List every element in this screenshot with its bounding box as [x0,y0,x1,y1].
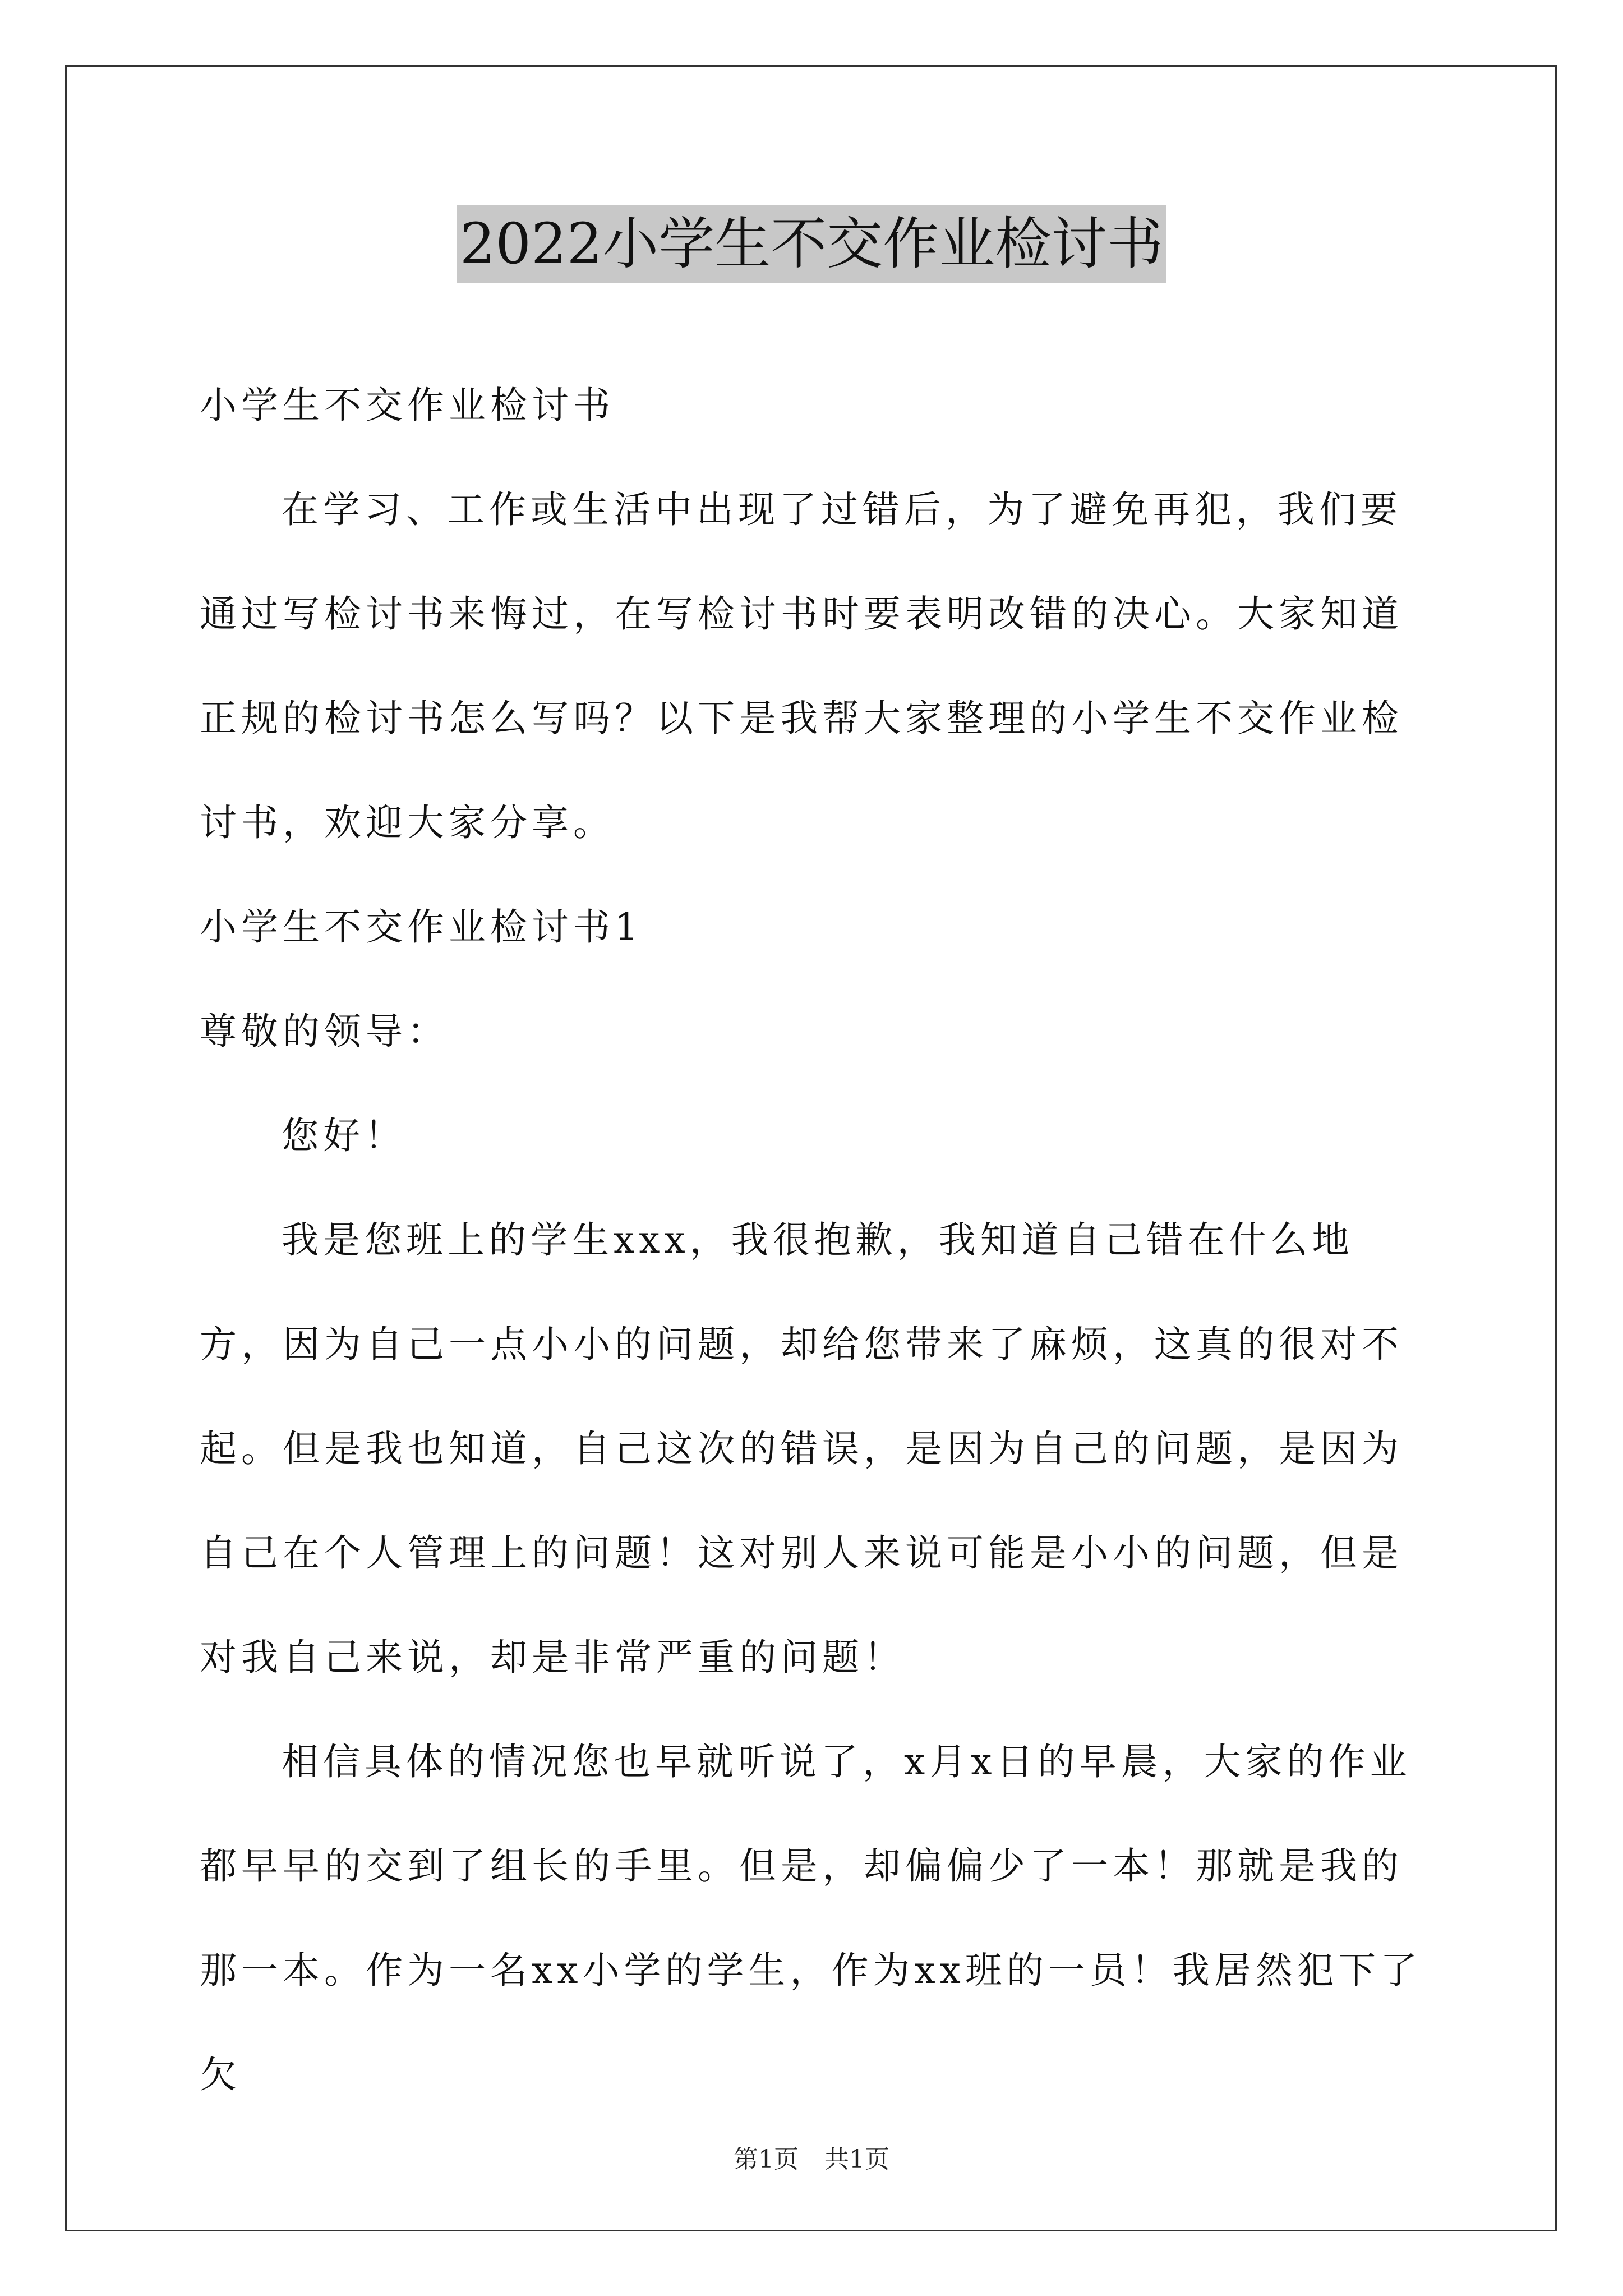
document-title: 2022小学生不交作业检讨书 [457,205,1167,283]
document-body [200,353,1428,2127]
section-heading: 小学生不交作业检讨书1 [200,905,643,949]
body-paragraph: 相信具体的情况您也早就听说了，x月x日的早晨，大家的作业都早早的交到了组长的手里。但是，却偏偏少了一本！那就是我的那一本。作为一名xx小学的学生，作为xx班的一员！我居然犯下了欠 [200,1740,1422,2096]
page-footer [0,2143,1623,2177]
greeting: 您好！ [282,1114,406,1157]
intro-paragraph: 在学习、工作或生活中出现了过错后，为了避免再犯，我们要通过写检讨书来悔过，在写检讨书时要表明改错的决心。大家知道正规的检讨书怎么写吗？以下是我帮大家整理的小学生不交作业检讨书，欢迎大家分享。 [200,488,1403,844]
title-container [0,205,1623,283]
page-number: 第1页 [734,2145,799,2174]
body-paragraph: 我是您班上的学生xxx，我很抱歉，我知道自己错在什么地方，因为自己一点小小的问题，却给您带来了麻烦，这真的很对不起。但是我也知道，自己这次的错误，是因为自己的问题，是因为自己在个人管理上的问题！这对别人来说可能是小小的问题，但是对我自己来说，却是非常严重的问题！ [200,1218,1403,1679]
subtitle-paragraph: 小学生不交作业检讨书 [200,384,615,427]
page-total: 共1页 [824,2145,889,2174]
salutation: 尊敬的领导： [200,1010,449,1053]
